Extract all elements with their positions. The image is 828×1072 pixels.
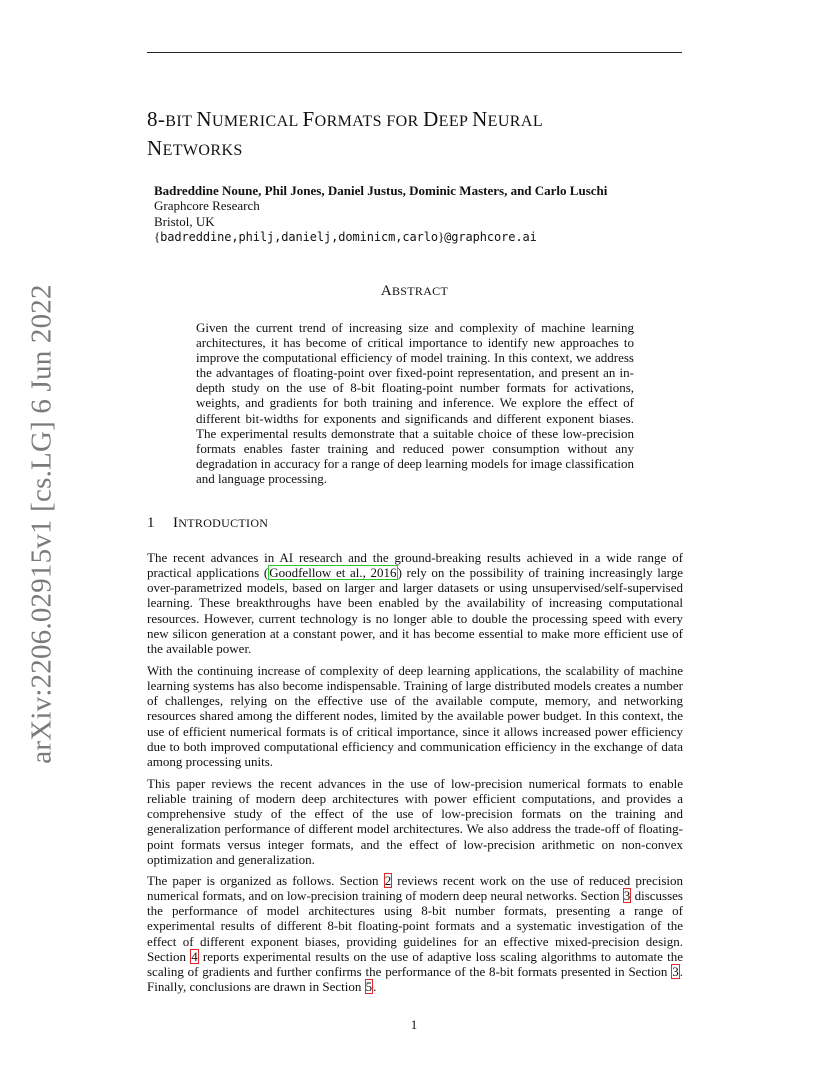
paragraph-text: reports experimental results on the use of adaptive loss scaling algorithms to automate the scaling of gradients and further confirms the performance of the 8-bit formats presented in Section	[147, 948, 683, 979]
top-rule	[147, 52, 682, 53]
section-link-4[interactable]: 4	[191, 948, 198, 964]
paragraph-text: The paper is organized as follows. Section	[147, 873, 384, 888]
location: Bristol, UK	[154, 213, 215, 229]
intro-paragraph-2: With the continuing increase of complexity of deep learning applications, the scalability of machine learning systems has also become indispensable. Training of large distributed models creates a number of challenges, relying on the effective use of the available compute, memory, and networking resources shared among the different nodes, limited by the available power budget. In this context, the use of efficient numerical formats is of critical importance, since it allows increased power efficiency due to both improved computational efficiency and communication efficiency in the exchange of data among processing units.	[147, 663, 683, 769]
intro-paragraph-4	[147, 873, 683, 994]
section-heading-rest: NTRODUCTION	[178, 516, 269, 530]
section-link-3[interactable]: 3	[623, 888, 631, 904]
author-names: Badreddine Noune, Phil Jones, Daniel Justus, Dominic Masters, and Carlo Luschi	[154, 183, 608, 198]
abstract-text: Given the current trend of increasing size and complexity of machine learning architectures, it has become of critical importance to identify new approaches to improve the computational efficiency of model training. In this context, we address the advantages of floating-point over fixed-point representation, and present an in-depth study on the use of 8-bit floating-point number formats for activations, weights, and gradients for both training and inference. We explore the effect of different bit-widths for exponents and significands and different exponent biases. The experimental results demonstrate that a suitable choice of these low-precision formats enables faster training and reduced power consumption without any degradation in accuracy for a range of deep learning models for image classification and language processing.	[196, 320, 634, 486]
paper-title-line-1	[147, 107, 543, 131]
arxiv-identifier-stamp: arXiv:2206.02915v1 [cs.LG] 6 Jun 2022	[25, 284, 58, 764]
title-segment: EURAL	[487, 113, 543, 130]
title-segment: 8-	[147, 107, 166, 131]
email-domain: @graphcore.ai	[444, 229, 537, 244]
paper-title-line-2	[147, 136, 243, 160]
title-segment: BIT	[165, 113, 197, 130]
section-heading-introduction	[147, 515, 268, 532]
abstract-heading	[147, 283, 682, 300]
paper-title	[147, 106, 687, 164]
email-open-brace: {	[154, 228, 161, 244]
intro-paragraph-1	[147, 550, 683, 656]
paragraph-text: discusses the performance of model architectures using 8-bit number formats, presenting a range of experimental results of different 8-bit floating-point formats and a systematic investigation of the effect of different exponent biases, providing guidelines for an effective mixed-precision design. Section	[147, 888, 683, 964]
title-segment: F	[302, 107, 315, 131]
section-link-5[interactable]: 5	[365, 979, 373, 995]
paragraph-text: . Finally, conclusions are drawn in Section	[147, 963, 683, 995]
paragraph-text: reviews recent work on the use of reduced precision numerical formats, and on low-precision training of modern deep neural networks. Section	[147, 873, 683, 904]
section-link-2[interactable]: 2	[384, 873, 392, 888]
title-segment: ETWORKS	[162, 142, 243, 159]
title-segment: D	[423, 107, 439, 131]
paragraph-text: ) rely on the possibility of training increasingly large over-parametrized models, based on larger and larger datasets or using unsupervised/self-supervised learning. These breakthroughs have been enabled by the availability of increasing computational resources. However, current technology is no longer able to double the processing speed with every new silicon generation at a constant power, and it has become essential to make more efficient use of the available power.	[147, 565, 683, 656]
author-emails[interactable]	[154, 229, 674, 245]
section-heading-cap: I	[173, 515, 179, 531]
page-number: 1	[410, 1017, 418, 1032]
title-segment: ORMATS FOR	[314, 113, 424, 130]
paragraph-text: .	[373, 979, 377, 995]
section-number: 1	[147, 515, 155, 531]
title-segment: N	[196, 107, 212, 131]
title-segment: N	[147, 136, 163, 160]
title-segment: N	[472, 107, 488, 131]
title-segment: EEP	[438, 113, 473, 130]
section-link-3-second[interactable]: 3	[672, 963, 679, 979]
affiliation: Graphcore Research	[154, 198, 260, 214]
email-users: badreddine,philj,danielj,dominicm,carlo	[160, 229, 439, 244]
abstract-heading-rest: BSTRACT	[392, 284, 449, 298]
paragraph-text: The recent advances in AI research and the ground-breaking results achieved in a wide range of practical applications (	[147, 550, 683, 581]
author-block	[154, 183, 674, 245]
citation-link-goodfellow[interactable]: Goodfellow et al., 2016	[269, 565, 397, 581]
intro-paragraph-3: This paper reviews the recent advances in the use of low-precision numerical formats to enable reliable training of modern deep architectures with power efficient computations, and provides a comprehensive study of the effect of the use of low-precision formats on the training and generalization performance of different model architectures. We also address the trade-off of floating-point formats versus integer formats, and the effect of low-precision arithmetic on non-convex optimization and generalization.	[147, 776, 683, 867]
abstract-heading-cap: A	[380, 283, 392, 299]
email-close-brace: }	[438, 228, 445, 244]
title-segment: UMERICAL	[211, 113, 303, 130]
